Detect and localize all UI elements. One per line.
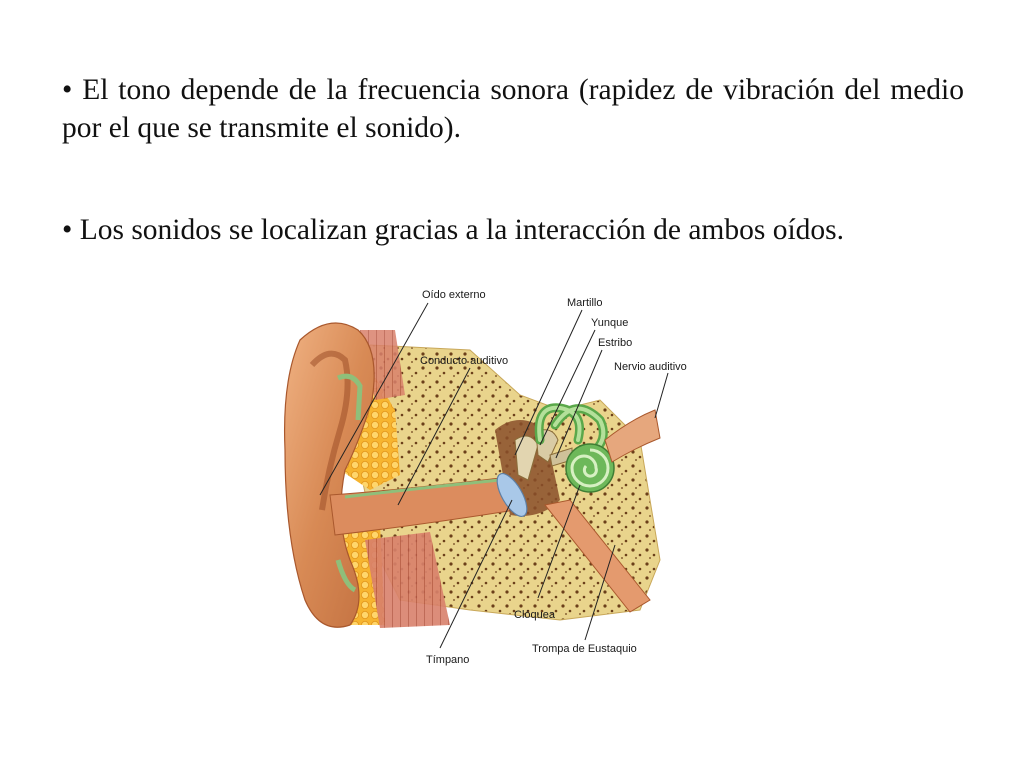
label-eustachian-tube: Trompa de Eustaquio: [532, 643, 637, 655]
label-hammer: Martillo: [567, 297, 603, 309]
bullet-text: El tono depende de la frecuencia sonora (rapidez de vibración del medio por el que se transmite el sonido).: [62, 74, 964, 144]
label-anvil: Yunque: [591, 317, 629, 329]
label-stirrup: Estribo: [598, 337, 633, 349]
bullet-marker: •: [62, 74, 73, 106]
label-outer-ear: Oído externo: [422, 289, 486, 301]
bullet-text: Los sonidos se localizan gracias a la interacción de ambos oídos.: [79, 214, 845, 246]
label-eardrum: Tímpano: [426, 654, 470, 666]
label-cochlea: Clóquea: [514, 609, 555, 621]
label-auditory-nerve: Nervio auditivo: [614, 361, 687, 373]
bullet-marker: •: [62, 214, 73, 246]
label-ear-canal: Conducto auditivo: [420, 355, 509, 367]
